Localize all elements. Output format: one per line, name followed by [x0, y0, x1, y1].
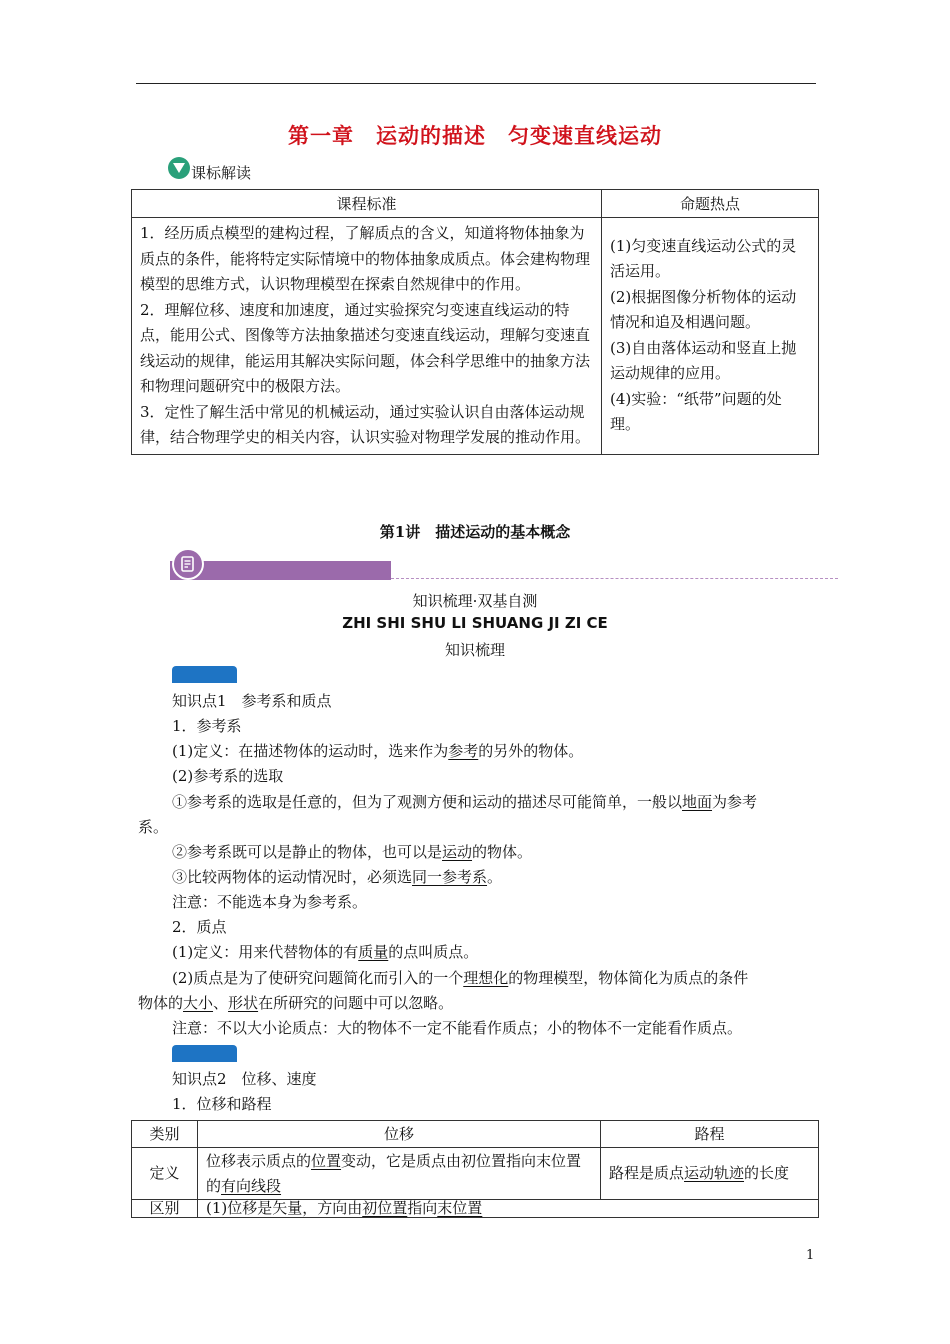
standards-cell	[132, 218, 602, 455]
kp1-choose-2: ②参考系既可以是静止的物体，也可以是运动的物体。	[172, 843, 533, 861]
table-header: 位移	[198, 1121, 601, 1148]
table-header: 命题热点	[602, 190, 819, 218]
kp1-particle-model-wrap: 物体的大小、形状在所研究的问题中可以忽略。	[138, 994, 454, 1012]
banner-dashed-line	[391, 578, 838, 579]
standard-item: 1．经历质点模型的建构过程，了解质点的含义，知道将物体抽象为质点的条件，能将特定实际情境中的物体抽象成质点。体会建构物理模型的思维方式，认识物理模型在探索自然规律中的作用。	[140, 224, 591, 293]
standards-table	[131, 189, 819, 455]
notes-icon	[172, 548, 204, 580]
kp1-heading-1: 1．参考系	[172, 717, 242, 735]
kp2-heading-1: 1．位移和路程	[172, 1095, 272, 1113]
kp1-choose-3: ③比较两物体的运动情况时，必须选同一参考系。	[172, 868, 503, 886]
hotspot-item: (1)匀变速直线运动公式的灵活运用。	[610, 236, 797, 281]
kp1-particle-model: (2)质点是为了使研究问题简化而引入的一个理想化的物理模型，物体简化为质点的条件	[172, 969, 749, 987]
table-header: 课程标准	[132, 190, 602, 218]
displacement-def-cell: 位移表示质点的位置变动，它是质点由初位置指向末位置的有向线段	[198, 1148, 601, 1200]
row-label: 区别	[132, 1200, 198, 1218]
badge-label: 课标解读	[191, 164, 252, 182]
section-pinyin: ZHI SHI SHU LI SHUANG JI ZI CE	[342, 614, 608, 632]
standard-item: 3．定性了解生活中常见的机械运动，通过实验认识自由落体运动规律，结合物理学史的相关内容，认识实验对物理学发展的推动作用。	[140, 402, 591, 446]
difference-cell: (1)位移是矢量，方向由初位置指向末位置	[198, 1200, 819, 1218]
kp2-title: 知识点2 位移、速度	[172, 1070, 317, 1088]
kp1-note-2: 注意：不以大小论质点：大的物体不一定不能看作质点；小的物体不一定能看作质点。	[172, 1019, 743, 1037]
knowledge-tab	[172, 666, 237, 683]
page-number: 1	[806, 1248, 815, 1263]
kp1-particle-def: (1)定义：用来代替物体的有质量的点叫质点。	[172, 943, 479, 961]
path-def-cell: 路程是质点运动轨迹的长度	[601, 1148, 819, 1200]
kp1-title: 知识点1 参考系和质点	[172, 692, 332, 710]
kp1-note-1: 注意：不能选本身为参考系。	[172, 893, 368, 911]
chevron-down-icon	[168, 157, 190, 179]
hotspot-item: (3)自由落体运动和竖直上抛运动规律的应用。	[610, 338, 797, 383]
kp1-choose-1: ①参考系的选取是任意的，但为了观测方便和运动的描述尽可能简单，一般以地面为参考	[172, 793, 758, 811]
knowledge-tab	[172, 1045, 237, 1062]
kp1-heading-2: 2．质点	[172, 918, 227, 936]
hotspot-item: (4)实验：“纸带”问题的处理。	[610, 389, 782, 434]
table-header: 路程	[601, 1121, 819, 1148]
standard-item: 2．理解位移、速度和加速度，通过实验探究匀变速直线运动的特点，能用公式、图像等方法抽象描述匀变速直线运动，理解匀变速直线运动的规律，能运用其解决实际问题，体会科学思维中的抽象方法和物理问题研究中的极限方法。	[140, 300, 591, 395]
kp1-choose: (2)参考系的选取	[172, 767, 284, 785]
chapter-title: 第一章 运动的描述 匀变速直线运动	[288, 124, 662, 148]
kp1-definition: (1)定义：在描述物体的运动时，选来作为参考的另外的物体。	[172, 742, 584, 760]
row-label: 定义	[132, 1148, 198, 1200]
section-subheading: 知识梳理	[444, 641, 505, 659]
section-heading: 知识梳理·双基自测	[412, 592, 538, 610]
displacement-table	[131, 1120, 819, 1218]
lecture-title: 第1讲 描述运动的基本概念	[379, 523, 571, 541]
hotspots-cell	[602, 218, 819, 455]
table-header: 类别	[132, 1121, 198, 1148]
kp1-choose-1-wrap: 系。	[138, 818, 169, 836]
hotspot-item: (2)根据图像分析物体的运动情况和追及相遇问题。	[610, 287, 797, 332]
header-rule	[136, 83, 816, 84]
